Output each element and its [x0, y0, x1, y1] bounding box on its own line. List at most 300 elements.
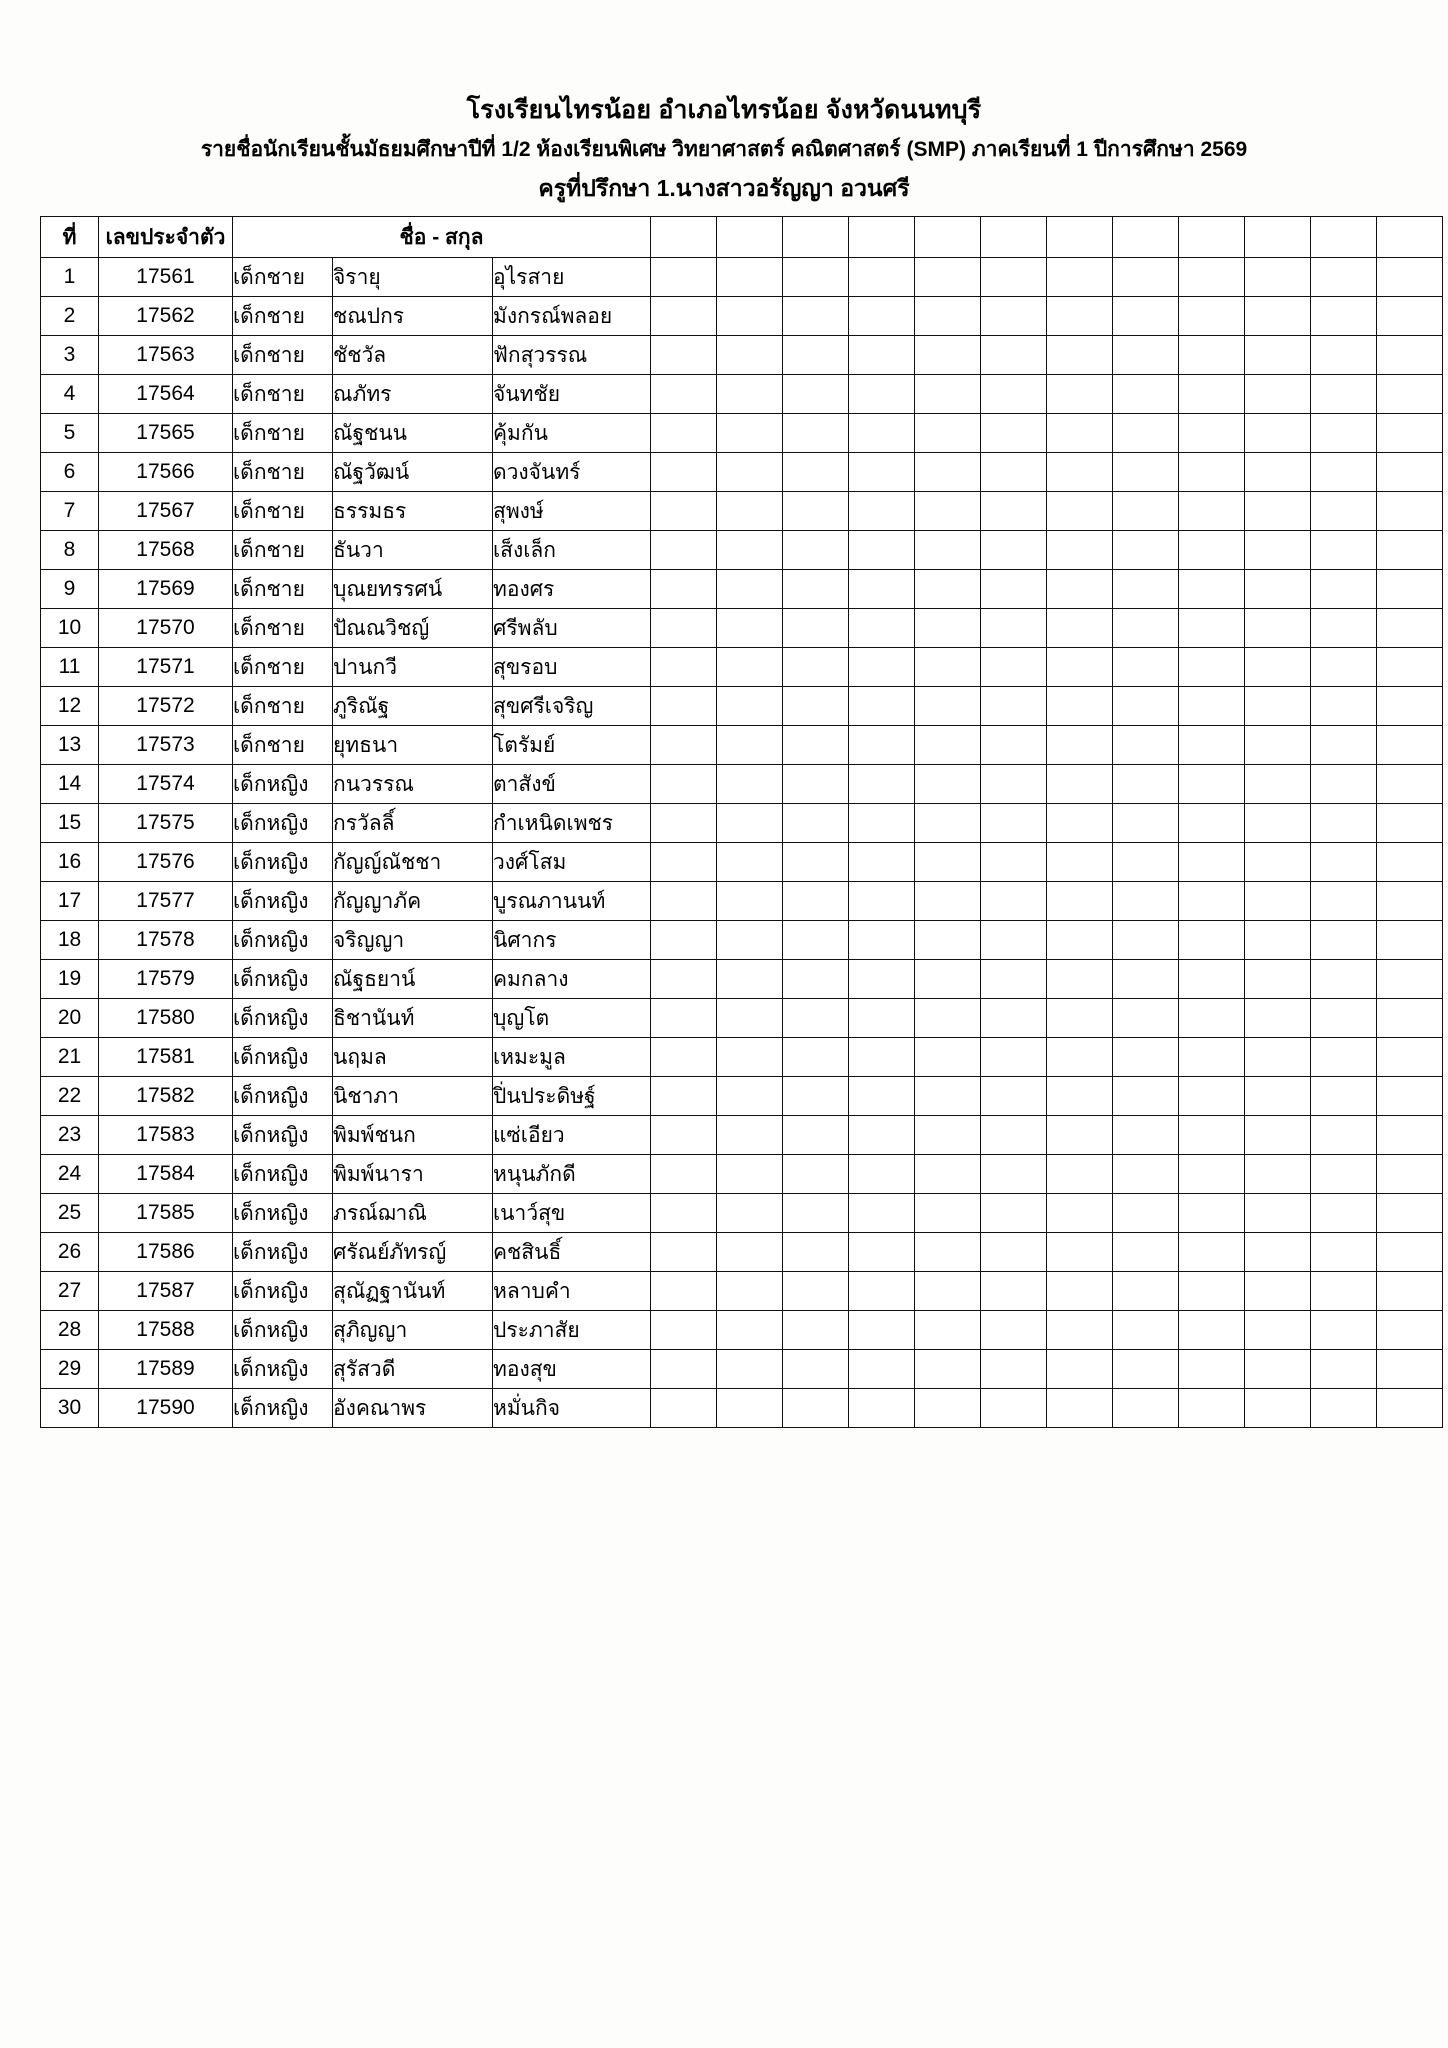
- cell-blank[interactable]: [717, 726, 783, 765]
- cell-blank[interactable]: [1113, 882, 1179, 921]
- cell-blank[interactable]: [783, 297, 849, 336]
- cell-blank[interactable]: [651, 414, 717, 453]
- cell-blank[interactable]: [783, 999, 849, 1038]
- cell-blank[interactable]: [783, 1077, 849, 1116]
- cell-blank[interactable]: [915, 765, 981, 804]
- cell-blank[interactable]: [1179, 960, 1245, 999]
- cell-blank[interactable]: [1047, 1194, 1113, 1233]
- cell-blank[interactable]: [981, 1272, 1047, 1311]
- cell-blank[interactable]: [915, 882, 981, 921]
- cell-blank[interactable]: [1245, 1272, 1311, 1311]
- cell-blank[interactable]: [1113, 765, 1179, 804]
- cell-blank[interactable]: [651, 336, 717, 375]
- cell-blank[interactable]: [783, 1350, 849, 1389]
- cell-blank[interactable]: [981, 843, 1047, 882]
- cell-blank[interactable]: [849, 999, 915, 1038]
- cell-blank[interactable]: [1311, 726, 1377, 765]
- cell-blank[interactable]: [849, 375, 915, 414]
- cell-blank[interactable]: [1245, 804, 1311, 843]
- cell-blank[interactable]: [1245, 921, 1311, 960]
- cell-blank[interactable]: [1047, 804, 1113, 843]
- cell-blank[interactable]: [1311, 1389, 1377, 1428]
- cell-blank[interactable]: [1245, 414, 1311, 453]
- cell-blank[interactable]: [1245, 765, 1311, 804]
- cell-blank[interactable]: [1179, 453, 1245, 492]
- cell-blank[interactable]: [1311, 453, 1377, 492]
- column-header-blank[interactable]: [1377, 217, 1443, 258]
- cell-blank[interactable]: [651, 1194, 717, 1233]
- cell-blank[interactable]: [651, 297, 717, 336]
- cell-blank[interactable]: [981, 609, 1047, 648]
- cell-blank[interactable]: [915, 921, 981, 960]
- cell-blank[interactable]: [1179, 843, 1245, 882]
- cell-blank[interactable]: [1377, 843, 1443, 882]
- cell-blank[interactable]: [1113, 921, 1179, 960]
- cell-blank[interactable]: [849, 492, 915, 531]
- cell-blank[interactable]: [1179, 687, 1245, 726]
- cell-blank[interactable]: [717, 921, 783, 960]
- cell-blank[interactable]: [849, 921, 915, 960]
- cell-blank[interactable]: [981, 1116, 1047, 1155]
- cell-blank[interactable]: [849, 765, 915, 804]
- cell-blank[interactable]: [717, 960, 783, 999]
- cell-blank[interactable]: [849, 531, 915, 570]
- cell-blank[interactable]: [1113, 414, 1179, 453]
- cell-blank[interactable]: [717, 492, 783, 531]
- cell-blank[interactable]: [651, 1389, 717, 1428]
- cell-blank[interactable]: [981, 648, 1047, 687]
- cell-blank[interactable]: [981, 1155, 1047, 1194]
- cell-blank[interactable]: [651, 531, 717, 570]
- cell-blank[interactable]: [915, 492, 981, 531]
- cell-blank[interactable]: [1047, 1272, 1113, 1311]
- cell-blank[interactable]: [1377, 999, 1443, 1038]
- cell-blank[interactable]: [1179, 336, 1245, 375]
- cell-blank[interactable]: [981, 1194, 1047, 1233]
- cell-blank[interactable]: [981, 336, 1047, 375]
- cell-blank[interactable]: [849, 258, 915, 297]
- cell-blank[interactable]: [651, 999, 717, 1038]
- cell-blank[interactable]: [1047, 1116, 1113, 1155]
- cell-blank[interactable]: [1311, 336, 1377, 375]
- cell-blank[interactable]: [1179, 921, 1245, 960]
- cell-blank[interactable]: [849, 414, 915, 453]
- cell-blank[interactable]: [1179, 1272, 1245, 1311]
- cell-blank[interactable]: [651, 1272, 717, 1311]
- cell-blank[interactable]: [981, 999, 1047, 1038]
- cell-blank[interactable]: [915, 960, 981, 999]
- cell-blank[interactable]: [651, 648, 717, 687]
- cell-blank[interactable]: [1311, 1272, 1377, 1311]
- cell-blank[interactable]: [1047, 1389, 1113, 1428]
- cell-blank[interactable]: [783, 882, 849, 921]
- cell-blank[interactable]: [1047, 1350, 1113, 1389]
- cell-blank[interactable]: [783, 570, 849, 609]
- cell-blank[interactable]: [1377, 492, 1443, 531]
- cell-blank[interactable]: [981, 726, 1047, 765]
- cell-blank[interactable]: [1311, 297, 1377, 336]
- cell-blank[interactable]: [717, 1233, 783, 1272]
- cell-blank[interactable]: [783, 1116, 849, 1155]
- cell-blank[interactable]: [1311, 1038, 1377, 1077]
- cell-blank[interactable]: [783, 1272, 849, 1311]
- cell-blank[interactable]: [1113, 1233, 1179, 1272]
- cell-blank[interactable]: [1113, 648, 1179, 687]
- cell-blank[interactable]: [1311, 492, 1377, 531]
- cell-blank[interactable]: [915, 1038, 981, 1077]
- cell-blank[interactable]: [1179, 1038, 1245, 1077]
- cell-blank[interactable]: [1245, 1389, 1311, 1428]
- cell-blank[interactable]: [1311, 1077, 1377, 1116]
- cell-blank[interactable]: [1113, 960, 1179, 999]
- cell-blank[interactable]: [915, 336, 981, 375]
- cell-blank[interactable]: [1113, 1116, 1179, 1155]
- cell-blank[interactable]: [915, 258, 981, 297]
- cell-blank[interactable]: [783, 843, 849, 882]
- cell-blank[interactable]: [981, 882, 1047, 921]
- cell-blank[interactable]: [717, 882, 783, 921]
- cell-blank[interactable]: [915, 297, 981, 336]
- cell-blank[interactable]: [1245, 843, 1311, 882]
- cell-blank[interactable]: [915, 375, 981, 414]
- cell-blank[interactable]: [1245, 1038, 1311, 1077]
- cell-blank[interactable]: [981, 453, 1047, 492]
- cell-blank[interactable]: [783, 414, 849, 453]
- cell-blank[interactable]: [1245, 1311, 1311, 1350]
- cell-blank[interactable]: [981, 531, 1047, 570]
- cell-blank[interactable]: [717, 804, 783, 843]
- cell-blank[interactable]: [1113, 843, 1179, 882]
- cell-blank[interactable]: [1377, 1233, 1443, 1272]
- cell-blank[interactable]: [1245, 1194, 1311, 1233]
- cell-blank[interactable]: [783, 1233, 849, 1272]
- cell-blank[interactable]: [1377, 570, 1443, 609]
- cell-blank[interactable]: [717, 1389, 783, 1428]
- cell-blank[interactable]: [783, 1389, 849, 1428]
- cell-blank[interactable]: [849, 1116, 915, 1155]
- cell-blank[interactable]: [1311, 1311, 1377, 1350]
- cell-blank[interactable]: [717, 375, 783, 414]
- cell-blank[interactable]: [1377, 882, 1443, 921]
- cell-blank[interactable]: [1047, 1077, 1113, 1116]
- cell-blank[interactable]: [1113, 1350, 1179, 1389]
- cell-blank[interactable]: [1377, 453, 1443, 492]
- cell-blank[interactable]: [1377, 336, 1443, 375]
- column-header-blank[interactable]: [981, 217, 1047, 258]
- cell-blank[interactable]: [1311, 1350, 1377, 1389]
- cell-blank[interactable]: [1245, 648, 1311, 687]
- cell-blank[interactable]: [1311, 1116, 1377, 1155]
- cell-blank[interactable]: [1047, 687, 1113, 726]
- cell-blank[interactable]: [1245, 726, 1311, 765]
- cell-blank[interactable]: [1179, 1350, 1245, 1389]
- cell-blank[interactable]: [1377, 1311, 1443, 1350]
- cell-blank[interactable]: [651, 1311, 717, 1350]
- cell-blank[interactable]: [849, 570, 915, 609]
- cell-blank[interactable]: [981, 375, 1047, 414]
- cell-blank[interactable]: [915, 726, 981, 765]
- cell-blank[interactable]: [651, 453, 717, 492]
- cell-blank[interactable]: [1113, 570, 1179, 609]
- cell-blank[interactable]: [981, 1038, 1047, 1077]
- cell-blank[interactable]: [1047, 297, 1113, 336]
- cell-blank[interactable]: [1179, 1233, 1245, 1272]
- cell-blank[interactable]: [717, 414, 783, 453]
- cell-blank[interactable]: [1047, 960, 1113, 999]
- cell-blank[interactable]: [783, 1038, 849, 1077]
- cell-blank[interactable]: [915, 999, 981, 1038]
- cell-blank[interactable]: [1245, 882, 1311, 921]
- cell-blank[interactable]: [1311, 921, 1377, 960]
- cell-blank[interactable]: [1179, 297, 1245, 336]
- cell-blank[interactable]: [1377, 687, 1443, 726]
- cell-blank[interactable]: [1047, 882, 1113, 921]
- cell-blank[interactable]: [1377, 258, 1443, 297]
- cell-blank[interactable]: [1311, 414, 1377, 453]
- cell-blank[interactable]: [717, 687, 783, 726]
- cell-blank[interactable]: [1179, 1311, 1245, 1350]
- cell-blank[interactable]: [1179, 492, 1245, 531]
- cell-blank[interactable]: [1047, 258, 1113, 297]
- cell-blank[interactable]: [981, 258, 1047, 297]
- cell-blank[interactable]: [1113, 453, 1179, 492]
- cell-blank[interactable]: [783, 1155, 849, 1194]
- cell-blank[interactable]: [849, 687, 915, 726]
- cell-blank[interactable]: [1245, 531, 1311, 570]
- cell-blank[interactable]: [849, 726, 915, 765]
- cell-blank[interactable]: [1047, 375, 1113, 414]
- cell-blank[interactable]: [1311, 765, 1377, 804]
- cell-blank[interactable]: [1113, 258, 1179, 297]
- cell-blank[interactable]: [849, 1038, 915, 1077]
- cell-blank[interactable]: [1179, 1155, 1245, 1194]
- cell-blank[interactable]: [1245, 1116, 1311, 1155]
- cell-blank[interactable]: [1113, 336, 1179, 375]
- cell-blank[interactable]: [1377, 804, 1443, 843]
- cell-blank[interactable]: [1377, 414, 1443, 453]
- cell-blank[interactable]: [1377, 726, 1443, 765]
- cell-blank[interactable]: [1311, 882, 1377, 921]
- cell-blank[interactable]: [1377, 1155, 1443, 1194]
- cell-blank[interactable]: [717, 297, 783, 336]
- cell-blank[interactable]: [1113, 609, 1179, 648]
- cell-blank[interactable]: [1311, 843, 1377, 882]
- cell-blank[interactable]: [1377, 1389, 1443, 1428]
- cell-blank[interactable]: [1245, 1350, 1311, 1389]
- cell-blank[interactable]: [651, 687, 717, 726]
- cell-blank[interactable]: [783, 960, 849, 999]
- cell-blank[interactable]: [717, 765, 783, 804]
- cell-blank[interactable]: [717, 648, 783, 687]
- cell-blank[interactable]: [651, 1350, 717, 1389]
- cell-blank[interactable]: [915, 453, 981, 492]
- cell-blank[interactable]: [1377, 648, 1443, 687]
- cell-blank[interactable]: [1113, 1272, 1179, 1311]
- cell-blank[interactable]: [783, 921, 849, 960]
- cell-blank[interactable]: [981, 1350, 1047, 1389]
- cell-blank[interactable]: [717, 843, 783, 882]
- column-header-blank[interactable]: [783, 217, 849, 258]
- cell-blank[interactable]: [849, 648, 915, 687]
- cell-blank[interactable]: [717, 609, 783, 648]
- cell-blank[interactable]: [1113, 1038, 1179, 1077]
- cell-blank[interactable]: [1245, 960, 1311, 999]
- cell-blank[interactable]: [1113, 1155, 1179, 1194]
- cell-blank[interactable]: [849, 1350, 915, 1389]
- cell-blank[interactable]: [783, 336, 849, 375]
- cell-blank[interactable]: [849, 804, 915, 843]
- cell-blank[interactable]: [1311, 1194, 1377, 1233]
- cell-blank[interactable]: [981, 1311, 1047, 1350]
- cell-blank[interactable]: [1179, 726, 1245, 765]
- cell-blank[interactable]: [651, 921, 717, 960]
- cell-blank[interactable]: [1047, 1155, 1113, 1194]
- cell-blank[interactable]: [1047, 531, 1113, 570]
- cell-blank[interactable]: [1377, 375, 1443, 414]
- cell-blank[interactable]: [717, 453, 783, 492]
- cell-blank[interactable]: [783, 453, 849, 492]
- cell-blank[interactable]: [1179, 999, 1245, 1038]
- cell-blank[interactable]: [1179, 1389, 1245, 1428]
- cell-blank[interactable]: [1179, 1077, 1245, 1116]
- cell-blank[interactable]: [849, 297, 915, 336]
- cell-blank[interactable]: [783, 687, 849, 726]
- cell-blank[interactable]: [915, 609, 981, 648]
- cell-blank[interactable]: [1047, 1233, 1113, 1272]
- cell-blank[interactable]: [1377, 1116, 1443, 1155]
- cell-blank[interactable]: [915, 1233, 981, 1272]
- cell-blank[interactable]: [1179, 1116, 1245, 1155]
- cell-blank[interactable]: [1047, 726, 1113, 765]
- column-header-blank[interactable]: [849, 217, 915, 258]
- cell-blank[interactable]: [1047, 1038, 1113, 1077]
- cell-blank[interactable]: [915, 531, 981, 570]
- column-header-blank[interactable]: [1311, 217, 1377, 258]
- cell-blank[interactable]: [1245, 999, 1311, 1038]
- cell-blank[interactable]: [717, 1155, 783, 1194]
- cell-blank[interactable]: [915, 414, 981, 453]
- cell-blank[interactable]: [1047, 570, 1113, 609]
- cell-blank[interactable]: [1311, 1155, 1377, 1194]
- cell-blank[interactable]: [783, 1194, 849, 1233]
- cell-blank[interactable]: [1245, 375, 1311, 414]
- cell-blank[interactable]: [651, 843, 717, 882]
- cell-blank[interactable]: [1113, 1311, 1179, 1350]
- cell-blank[interactable]: [915, 1311, 981, 1350]
- cell-blank[interactable]: [1179, 375, 1245, 414]
- cell-blank[interactable]: [981, 570, 1047, 609]
- cell-blank[interactable]: [1047, 765, 1113, 804]
- cell-blank[interactable]: [1311, 687, 1377, 726]
- cell-blank[interactable]: [783, 258, 849, 297]
- cell-blank[interactable]: [717, 1311, 783, 1350]
- cell-blank[interactable]: [1179, 609, 1245, 648]
- cell-blank[interactable]: [1245, 453, 1311, 492]
- cell-blank[interactable]: [849, 882, 915, 921]
- cell-blank[interactable]: [651, 375, 717, 414]
- cell-blank[interactable]: [651, 726, 717, 765]
- cell-blank[interactable]: [915, 687, 981, 726]
- cell-blank[interactable]: [915, 1194, 981, 1233]
- cell-blank[interactable]: [651, 1116, 717, 1155]
- cell-blank[interactable]: [651, 258, 717, 297]
- cell-blank[interactable]: [1047, 1311, 1113, 1350]
- cell-blank[interactable]: [1113, 804, 1179, 843]
- cell-blank[interactable]: [981, 804, 1047, 843]
- cell-blank[interactable]: [717, 336, 783, 375]
- cell-blank[interactable]: [1179, 570, 1245, 609]
- cell-blank[interactable]: [981, 492, 1047, 531]
- cell-blank[interactable]: [1245, 492, 1311, 531]
- cell-blank[interactable]: [1377, 609, 1443, 648]
- cell-blank[interactable]: [1245, 570, 1311, 609]
- cell-blank[interactable]: [849, 336, 915, 375]
- cell-blank[interactable]: [717, 1350, 783, 1389]
- cell-blank[interactable]: [651, 570, 717, 609]
- cell-blank[interactable]: [1377, 1038, 1443, 1077]
- cell-blank[interactable]: [981, 687, 1047, 726]
- cell-blank[interactable]: [1245, 1233, 1311, 1272]
- column-header-blank[interactable]: [915, 217, 981, 258]
- cell-blank[interactable]: [915, 1077, 981, 1116]
- cell-blank[interactable]: [1311, 375, 1377, 414]
- cell-blank[interactable]: [651, 1038, 717, 1077]
- cell-blank[interactable]: [783, 375, 849, 414]
- cell-blank[interactable]: [651, 960, 717, 999]
- cell-blank[interactable]: [1179, 765, 1245, 804]
- cell-blank[interactable]: [1311, 1233, 1377, 1272]
- cell-blank[interactable]: [717, 999, 783, 1038]
- cell-blank[interactable]: [783, 531, 849, 570]
- cell-blank[interactable]: [783, 609, 849, 648]
- cell-blank[interactable]: [1245, 1077, 1311, 1116]
- cell-blank[interactable]: [1179, 648, 1245, 687]
- cell-blank[interactable]: [1245, 687, 1311, 726]
- cell-blank[interactable]: [651, 1233, 717, 1272]
- cell-blank[interactable]: [1113, 687, 1179, 726]
- column-header-blank[interactable]: [717, 217, 783, 258]
- cell-blank[interactable]: [1377, 960, 1443, 999]
- cell-blank[interactable]: [915, 1155, 981, 1194]
- cell-blank[interactable]: [1377, 765, 1443, 804]
- cell-blank[interactable]: [915, 1116, 981, 1155]
- cell-blank[interactable]: [1377, 297, 1443, 336]
- cell-blank[interactable]: [849, 1155, 915, 1194]
- cell-blank[interactable]: [981, 921, 1047, 960]
- cell-blank[interactable]: [1311, 999, 1377, 1038]
- cell-blank[interactable]: [1047, 414, 1113, 453]
- cell-blank[interactable]: [1047, 843, 1113, 882]
- cell-blank[interactable]: [1179, 531, 1245, 570]
- cell-blank[interactable]: [783, 726, 849, 765]
- cell-blank[interactable]: [1047, 453, 1113, 492]
- cell-blank[interactable]: [1179, 1194, 1245, 1233]
- cell-blank[interactable]: [849, 960, 915, 999]
- cell-blank[interactable]: [717, 531, 783, 570]
- column-header-blank[interactable]: [1179, 217, 1245, 258]
- cell-blank[interactable]: [1377, 921, 1443, 960]
- column-header-blank[interactable]: [1047, 217, 1113, 258]
- cell-blank[interactable]: [1113, 531, 1179, 570]
- cell-blank[interactable]: [1179, 804, 1245, 843]
- cell-blank[interactable]: [717, 1194, 783, 1233]
- cell-blank[interactable]: [1245, 336, 1311, 375]
- cell-blank[interactable]: [717, 258, 783, 297]
- cell-blank[interactable]: [651, 882, 717, 921]
- cell-blank[interactable]: [1245, 609, 1311, 648]
- cell-blank[interactable]: [1179, 258, 1245, 297]
- cell-blank[interactable]: [981, 297, 1047, 336]
